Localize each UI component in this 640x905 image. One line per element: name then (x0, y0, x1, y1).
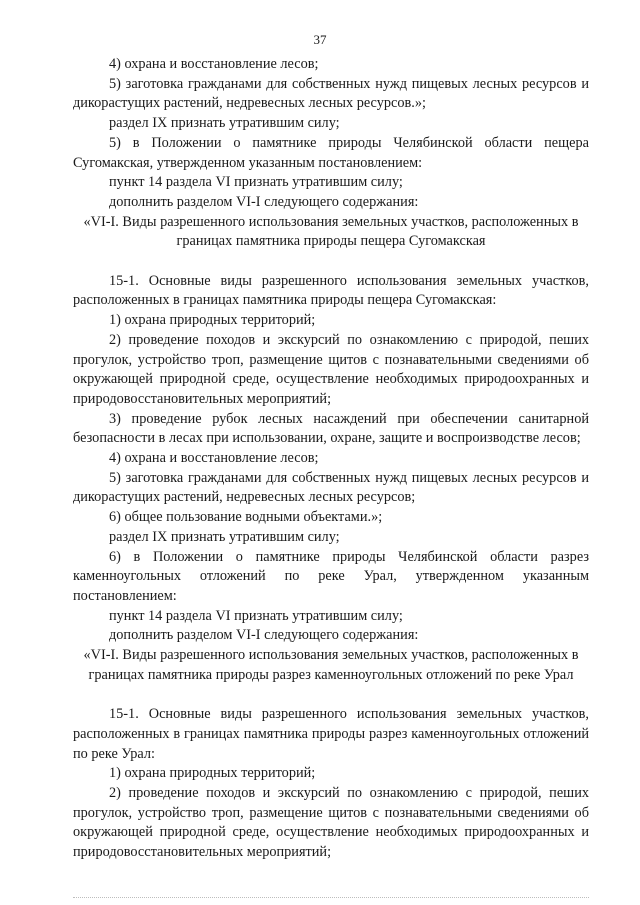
paragraph: 6) общее пользование водными объектами.»; (109, 509, 383, 526)
page-bottom-edge (73, 897, 589, 898)
document-body (73, 55, 589, 863)
paragraph: 5) заготовка гражданами для собственных нужд пищевых лесных ресурсов и дикорастущих растений, недревесных лесных ресурсов; (73, 469, 589, 506)
paragraph: 6) в Положении о памятнике природы Челябинской области разрез каменноугольных отложений по реке Урал, утвержденном указанным постановлением: (73, 548, 589, 604)
paragraph: 2) проведение походов и экскурсий по ознакомлению с природой, пеших прогулок, устройство троп, размещение щитов с познавательными сведениями об окружающей природной среде, осуществление необходимых природоохранных и природовосстановительных мероприятий; (73, 784, 589, 861)
paragraph: дополнить разделом VI-I следующего содержания: (109, 193, 419, 210)
paragraph: дополнить разделом VI-I следующего содержания: (109, 627, 419, 644)
page-number: 37 (313, 32, 327, 47)
paragraph: раздел IX признать утратившим силу; (109, 115, 340, 132)
paragraph: 4) охрана и восстановление лесов; (109, 450, 319, 467)
section-spacer (73, 252, 589, 272)
section-spacer (73, 685, 589, 705)
paragraph: 4) охрана и восстановление лесов; (109, 56, 319, 72)
section-heading: «VI-I. Виды разрешенного использования земельных участков, расположенных в границах памятника природы пещера Сугомакская (83, 213, 579, 250)
section-heading: «VI-I. Виды разрешенного использования земельных участков, расположенных в границах памятника природы разрез каменноугольных отложений по реке Урал (83, 647, 579, 683)
paragraph: 15-1. Основные виды разрешенного использования земельных участков, расположенных в границах памятника природы пещера Сугомакская: (73, 272, 589, 309)
paragraph: раздел IX признать утратившим силу; (109, 528, 340, 545)
paragraph: 5) в Положении о памятнике природы Челябинской области пещера Сугомакская, утвержденном указанным постановлением: (73, 134, 589, 171)
paragraph: пункт 14 раздела VI признать утратившим силу; (109, 174, 403, 191)
paragraph: 15-1. Основные виды разрешенного использования земельных участков, расположенных в границах памятника природы разрез каменноугольных отложений по реке Урал: (73, 706, 589, 762)
paragraph: 1) охрана природных территорий; (109, 312, 316, 329)
paragraph: 2) проведение походов и экскурсий по ознакомлению с природой, пеших прогулок, устройство троп, размещение щитов с познавательными сведениями об окружающей природной среде, осуществление необходимых природоохранных и природовосстановительных мероприятий; (73, 331, 589, 407)
paragraph: 5) заготовка гражданами для собственных нужд пищевых лесных ресурсов и дикорастущих растений, недревесных лесных ресурсов.»; (73, 75, 589, 112)
paragraph: 1) охрана природных территорий; (109, 765, 316, 782)
paragraph: 3) проведение рубок лесных насаждений при обеспечении санитарной безопасности в лесах при использовании, охране, защите и воспроизводстве лесов; (73, 410, 589, 447)
paragraph: пункт 14 раздела VI признать утратившим силу; (109, 607, 403, 624)
